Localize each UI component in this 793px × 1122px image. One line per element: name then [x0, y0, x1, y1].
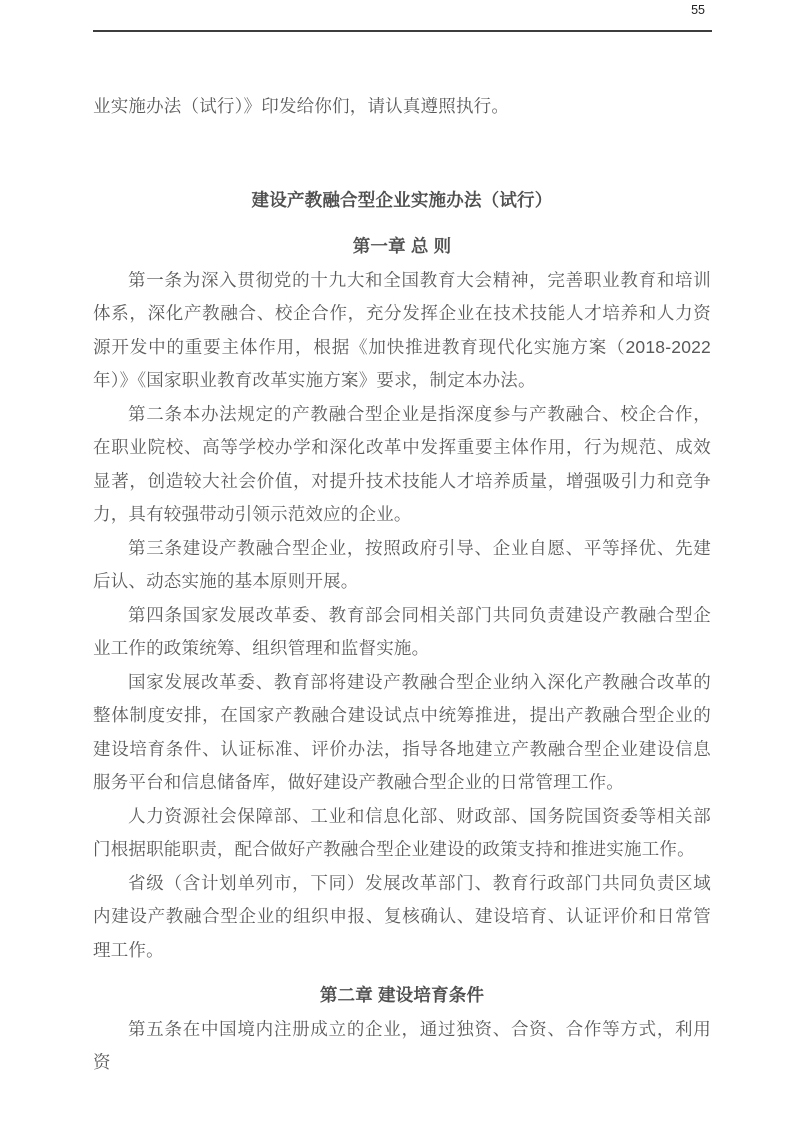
chapter-2-heading: 第二章 建设培育条件 [319, 985, 485, 1005]
paragraph-article-2: 第二条本办法规定的产教融合型企业是指深度参与产教融合、校企合作，在职业院校、高等学校办学和深化改革中发挥重要主体作用，行为规范、成效显著，创造较大社会价值，对提升技术技能人才培养质量，增强吸引力和竞争力，具有较强带动引领示范效应的企业。 [93, 403, 711, 524]
paragraph-article-5: 第五条在中国境内注册成立的企业，通过独资、合资、合作等方式，利用资 [93, 1018, 711, 1072]
chapter-1-heading: 第一章 总 则 [352, 236, 452, 256]
paragraph-article-4-sub-2: 人力资源社会保障部、工业和信息化部、财政部、国务院国资委等相关部门根据职能职责，配合做好产教融合型企业建设的政策支持和推进实施工作。 [93, 805, 711, 859]
header-rule [93, 30, 712, 32]
paragraph-article-4: 第四条国家发展改革委、教育部会同相关部门共同负责建设产教融合型企业工作的政策统筹、组织管理和监督实施。 [93, 604, 711, 658]
page-number: 55 [691, 3, 705, 17]
paragraph-article-4-sub-3: 省级（含计划单列市，下同）发展改革部门、教育行政部门共同负责区域内建设产教融合型企业的组织申报、复核确认、建设培育、认证评价和日常管理工作。 [93, 872, 711, 960]
paragraph-article-1: 第一条为深入贯彻党的十九大和全国教育大会精神，完善职业教育和培训体系，深化产教融合、校企合作，充分发挥企业在技术技能人才培养和人力资源开发中的重要主体作用，根据《加快推进教育现代化实施方案（2018-2022年）》《国家职业教育改革实施方案》要求，制定本办法。 [93, 269, 711, 390]
document-body [93, 90, 711, 1080]
document-title: 建设产教融合型企业实施办法（试行） [251, 189, 553, 210]
continuation-paragraph: 业实施办法（试行）》印发给你们，请认真遵照执行。 [93, 96, 510, 116]
paragraph-article-3: 第三条建设产教融合型企业，按照政府引导、企业自愿、平等择优、先建后认、动态实施的基本原则开展。 [93, 537, 711, 591]
paragraph-article-4-sub-1: 国家发展改革委、教育部将建设产教融合型企业纳入深化产教融合改革的整体制度安排，在国家产教融合建设试点中统筹推进，提出产教融合型企业的建设培育条件、认证标准、评价办法，指导各地建立产教融合型企业建设信息服务平台和信息储备库，做好建设产教融合型企业的日常管理工作。 [93, 671, 711, 792]
